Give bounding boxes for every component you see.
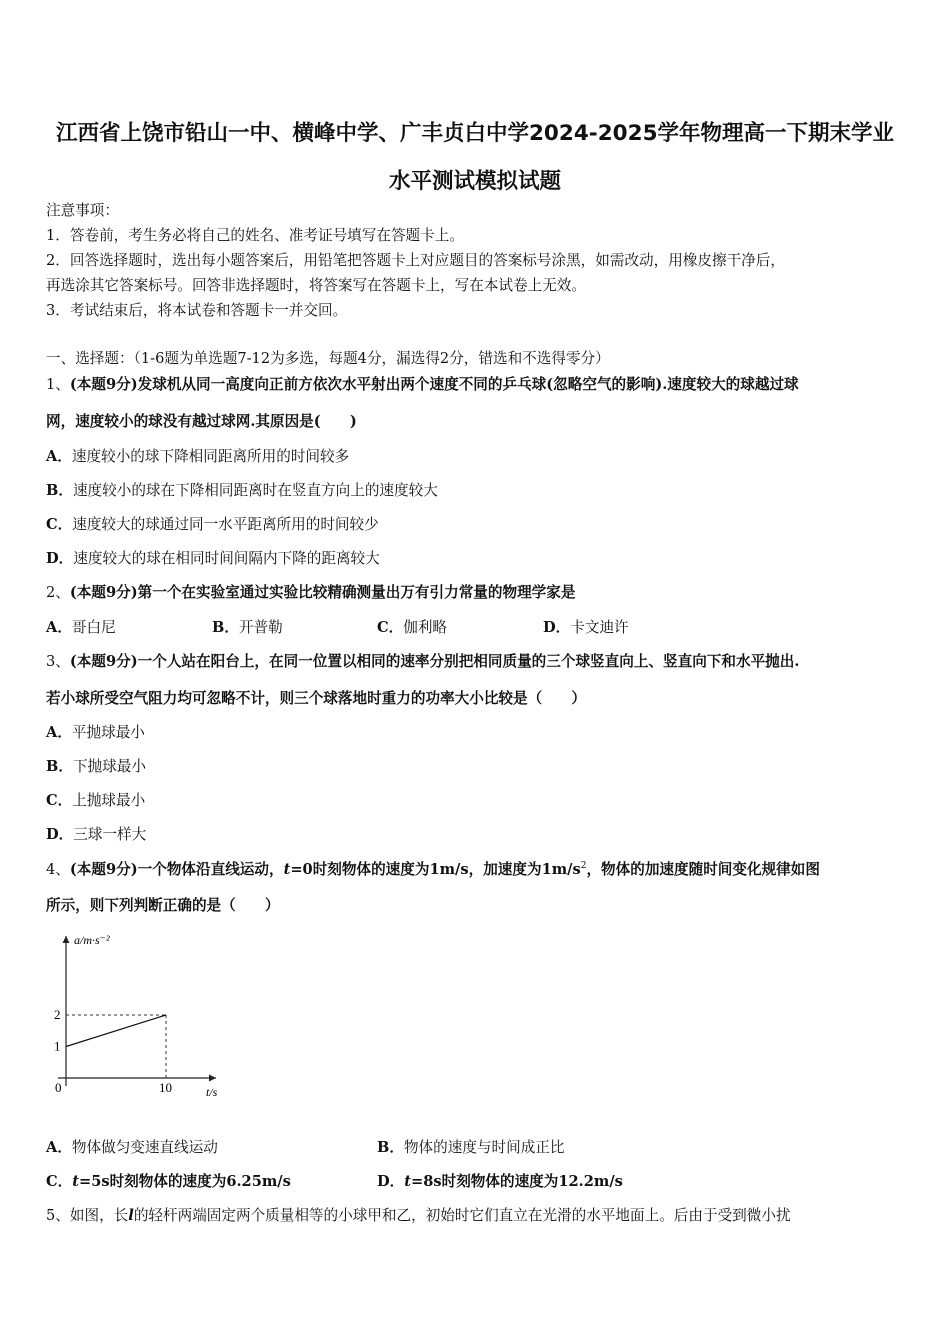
question-5 [46,1209,791,1224]
question-text: (本题9分)一个人站在阳台上，在同一位置以相同的速率分别把相同质量的三个球竖直向上、竖直向下和水平抛出. [69,653,800,670]
q3-option-a [46,726,145,741]
option-label: D． [46,826,74,843]
question-1-cont [46,415,357,430]
x-axis-label: t/s [206,1085,218,1099]
question-4-cont [46,899,280,914]
option-label: C． [377,619,404,636]
variable-t: t [72,1173,79,1190]
question-3 [46,655,799,670]
question-number: 4、 [46,860,70,878]
option-label: A． [46,448,72,465]
question-3-cont [46,692,586,707]
q2-option-b [212,621,283,636]
option-label: C． [46,1173,73,1190]
question-text: 网，速度较小的球没有越过球网.其原因是( ) [46,413,357,430]
option-text: 开普勒 [238,619,283,636]
option-label: A． [46,619,72,636]
option-label: B． [46,482,73,499]
question-text: (本题9分)发球机从同一高度向正前方依次水平射出两个速度不同的乒乓球(忽略空气的影响).速度较大的球越过球 [69,376,799,393]
option-text: 平抛球最小 [71,724,145,741]
question-text: =0时刻物体的速度为1m/s，加速度为1m/s [290,860,581,878]
option-text: =5s时刻物体的速度为6.25m/s [78,1173,291,1190]
q3-option-b [46,760,146,775]
superscript: 2 [580,861,587,871]
question-number: 2、 [46,584,70,601]
q2-option-c [377,621,447,636]
chart-plot-layer [54,1007,172,1095]
document-title-line2: 水平测试模拟试题 [388,169,561,194]
option-text: 速度较小的球下降相同距离所用的时间较多 [71,448,350,465]
q3-option-d [46,828,146,843]
q4-option-c [46,1175,291,1190]
option-text: 物体做匀变速直线运动 [71,1139,218,1156]
question-number: 1、 [46,376,70,393]
option-label: C． [46,792,73,809]
option-label: C． [46,516,73,533]
option-text: 哥白尼 [71,619,116,636]
section-heading: 一、选择题：（1-6题为单选题7-12为多选，每题4分，漏选得2分，错选和不选得零分） [46,350,610,367]
option-label: B． [377,1139,404,1156]
option-text: 卡文迪许 [570,619,629,636]
option-label: A． [46,1139,72,1156]
q1-option-c [46,518,379,533]
option-text: 速度较大的球通过同一水平距离所用的时间较少 [72,516,379,533]
option-label: D． [46,550,74,567]
notice-item-1: 1．答卷前，考生务必将自己的姓名、准考证号填写在答题卡上。 [46,227,464,244]
q3-option-c [46,794,145,809]
question-4 [46,862,820,877]
q4-option-d [377,1175,623,1190]
question-text: 所示，则下列判断正确的是（ ） [46,897,280,914]
q1-option-d [46,552,380,567]
series-line [66,1015,166,1047]
acceleration-time-chart [40,928,240,1103]
variable-t: t [283,860,291,878]
q2-option-a [46,621,116,636]
option-text: 上抛球最小 [72,792,146,809]
question-text: 的轻杆两端固定两个质量相等的小球甲和乙，初始时它们直立在光滑的水平地面上。后由于受到微小扰 [133,1207,791,1224]
notice-item-2: 2．回答选择题时，选出每小题答案后，用铅笔把答题卡上对应题目的答案标号涂黑，如需改动，用橡皮擦干净后， [46,252,785,269]
option-label: D． [543,619,571,636]
notice-heading: 注意事项： [46,202,119,219]
q1-option-b [46,484,438,499]
y-tick-label: 1 [54,1038,61,1054]
question-text: 若小球所受空气阻力均可忽略不计，则三个球落地时重力的功率大小比较是（ ） [46,690,586,707]
option-text: 伽利略 [403,619,448,636]
option-text: 物体的速度与时间成正比 [403,1139,565,1156]
q2-option-d [543,621,629,636]
option-text: 速度较大的球在相同时间间隔内下降的距离较大 [73,550,380,567]
question-text: (本题9分)第一个在实验室通过实验比较精确测量出万有引力常量的物理学家是 [69,584,576,601]
q1-option-a [46,450,349,465]
document-title-line1: 江西省上饶市铅山一中、横峰中学、广丰贞白中学2024-2025学年物理高一下期末学业 [55,121,895,146]
option-label: B． [212,619,239,636]
option-text: =8s时刻物体的速度为12.2m/s [411,1173,623,1190]
x-tick-label: 10 [159,1080,172,1095]
variable-t: t [404,1173,411,1190]
question-text: ，物体的加速度随时间变化规律如图 [586,860,820,878]
x-tick-label: 0 [55,1080,62,1095]
option-label: D． [377,1173,405,1190]
option-text: 三球一样大 [73,826,147,843]
option-text: 下抛球最小 [72,758,146,775]
question-number: 3、 [46,653,70,670]
notice-item-2-cont: 再选涂其它答案标号。回答非选择题时，将答案写在答题卡上，写在本试卷上无效。 [46,277,586,294]
notice-item-3: 3．考试结束后，将本试卷和答题卡一并交回。 [46,302,348,319]
y-axis-label: a/m·s⁻² [74,933,110,947]
question-2 [46,586,575,601]
option-label: B． [46,758,73,775]
variable-l: l [128,1207,134,1224]
q4-option-b [377,1141,564,1156]
option-label: A． [46,724,72,741]
q4-option-a [46,1141,218,1156]
question-text: (本题9分)一个物体沿直线运动， [69,860,284,878]
question-number: 5、 [46,1207,70,1224]
y-tick-label: 2 [54,1007,61,1022]
question-text: 如图，长 [69,1207,129,1224]
question-1 [46,378,799,393]
option-text: 速度较小的球在下降相同距离时在竖直方向上的速度较大 [72,482,438,499]
